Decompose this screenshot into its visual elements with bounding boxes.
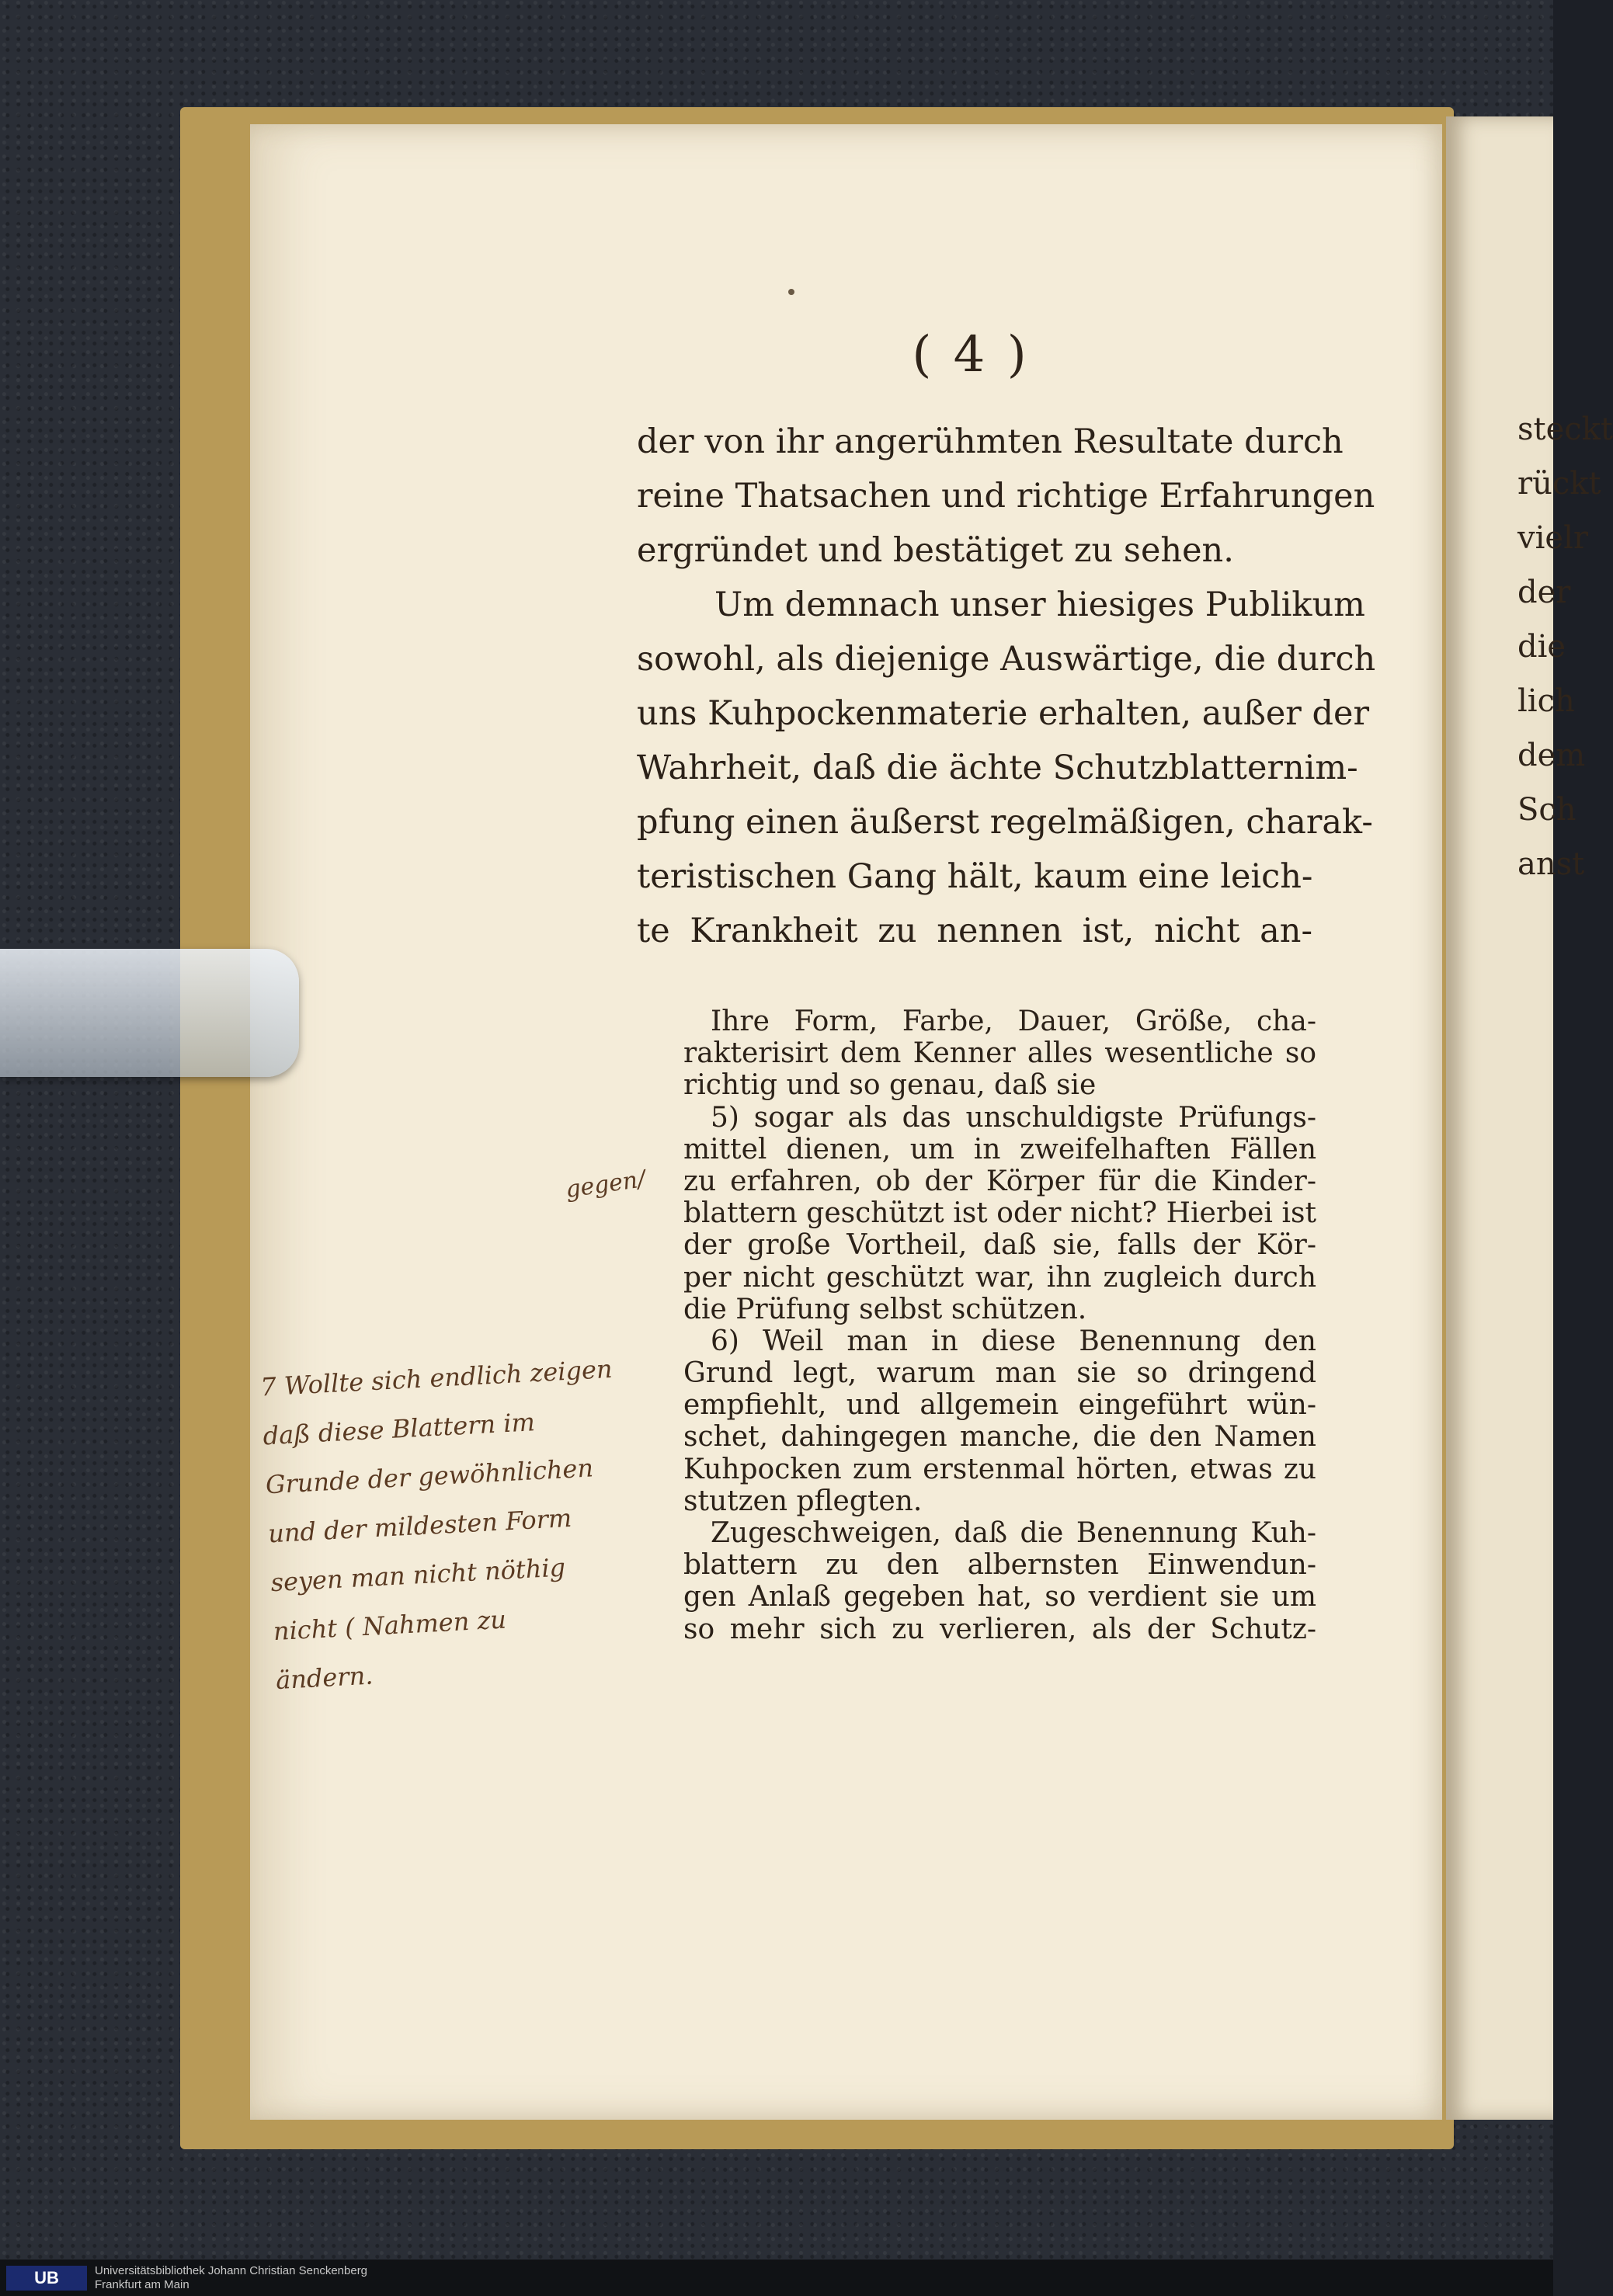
main-text-line: pfung einen äußerst regelmäßigen, charak- — [637, 803, 1373, 842]
footnote-line: per nicht geschützt war, ihn zugleich durch — [683, 1261, 1316, 1294]
handwritten-note-line: 7 Wollte sich endlich zeigen — [259, 1353, 614, 1402]
handwritten-note-line: ändern. — [275, 1660, 374, 1696]
footnote-line: Zugeschweigen, daß die Benennung Kuh- — [711, 1517, 1316, 1549]
main-text-line: sowohl, als diejenige Auswärtige, die durch — [637, 640, 1376, 679]
main-text-line: Um demnach unser hiesiges Publikum — [714, 585, 1365, 624]
main-text-block — [637, 415, 1376, 958]
footnote-line: blattern geschützt ist oder nicht? Hierbei ist — [683, 1197, 1316, 1230]
adjacent-page-fragment: rückt — [1517, 466, 1601, 502]
footnote-line: schet, dahingegen manche, die den Namen — [683, 1421, 1316, 1454]
footnote-line: 5) sogar als das unschuldigste Prüfungs- — [711, 1101, 1316, 1134]
footnote-line: Kuhpocken zum erstenmal hörten, etwas zu — [683, 1453, 1316, 1485]
footnote-line: zu erfahren, ob der Körper für die Kinder- — [683, 1165, 1316, 1197]
main-text-line: te Krankheit zu nennen ist, nicht an- — [637, 912, 1312, 950]
footnote-line: stutzen pflegten. — [683, 1485, 923, 1517]
footnote-block — [683, 1006, 1316, 1645]
adjacent-page-fragment: die — [1517, 629, 1566, 665]
footer-line-1: Universitätsbibliothek Johann Christian Senckenberg — [95, 2264, 368, 2277]
adjacent-page-edge — [1446, 116, 1613, 2120]
footnote-line: die Prüfung selbst schützen. — [683, 1293, 1087, 1325]
adjacent-page-fragment: lich — [1517, 683, 1575, 719]
footer-institution — [95, 2264, 367, 2292]
main-text-line: reine Thatsachen und richtige Erfahrungen — [637, 477, 1375, 516]
footer-line-2: Frankfurt am Main — [95, 2278, 189, 2291]
footnote-line: empfiehlt, und allgemein eingeführt wün- — [683, 1389, 1316, 1422]
adjacent-page-fragment: Sch — [1517, 792, 1576, 828]
footnote-line: Ihre Form, Farbe, Dauer, Größe, cha- — [711, 1006, 1316, 1037]
footnote-line: der große Vortheil, daß sie, falls der Kör- — [683, 1229, 1316, 1262]
footnote-line: mittel dienen, um in zweifelhaften Fällen — [683, 1133, 1316, 1165]
ub-logo: UB — [6, 2266, 87, 2291]
main-text-line: der von ihr angerühmten Resultate durch — [637, 422, 1344, 461]
main-text-line: teristischen Gang hält, kaum eine leich- — [637, 857, 1313, 896]
adjacent-page-fragment: dem — [1517, 738, 1586, 773]
footnote-line: 6) Weil man in diese Benennung den — [711, 1325, 1316, 1357]
handwritten-note-line: Grunde der gewöhnlichen — [265, 1453, 594, 1500]
footnote-line: blattern zu den albernsten Einwendun- — [683, 1549, 1316, 1582]
footnote-line: so mehr sich zu verlieren, als der Schutz- — [683, 1613, 1316, 1645]
footnote-line: rakterisirt dem Kenner alles wesentliche so — [683, 1037, 1316, 1070]
footnote-line: Grund legt, warum man sie so dringend — [683, 1357, 1316, 1390]
main-text-line: uns Kuhpockenmaterie erhalten, außer der — [637, 694, 1370, 733]
adjacent-page-fragment: steckt — [1517, 412, 1613, 447]
footnote-line: richtig und so genau, daß sie — [683, 1069, 1097, 1102]
adjacent-page-fragment: vielr — [1517, 520, 1588, 556]
handwritten-note-line: daß diese Blattern im — [262, 1407, 536, 1451]
handwritten-note-line: seyen man nicht nöthig — [269, 1552, 566, 1598]
handwritten-note-line: und der mildesten Form — [267, 1502, 573, 1549]
handwritten-margin-note — [259, 1343, 673, 1705]
handwritten-margin-word: gegen/ — [564, 1165, 648, 1204]
handwritten-note-line: nicht ( Nahmen zu — [272, 1604, 507, 1647]
adjacent-page-fragment: der — [1517, 575, 1571, 610]
footnote-line: gen Anlaß gegeben hat, so verdient sie um — [683, 1581, 1316, 1613]
page-holder-clip — [0, 949, 299, 1077]
main-text-line: ergründet und bestätiget zu sehen. — [637, 531, 1234, 570]
adjacent-page-fragment: anst — [1517, 846, 1585, 882]
main-text-line: Wahrheit, daß die ächte Schutzblatternim- — [637, 749, 1358, 787]
page-number: ( 4 ) — [912, 326, 1030, 384]
ink-spot — [788, 289, 794, 295]
footer-bar — [0, 2260, 1553, 2296]
